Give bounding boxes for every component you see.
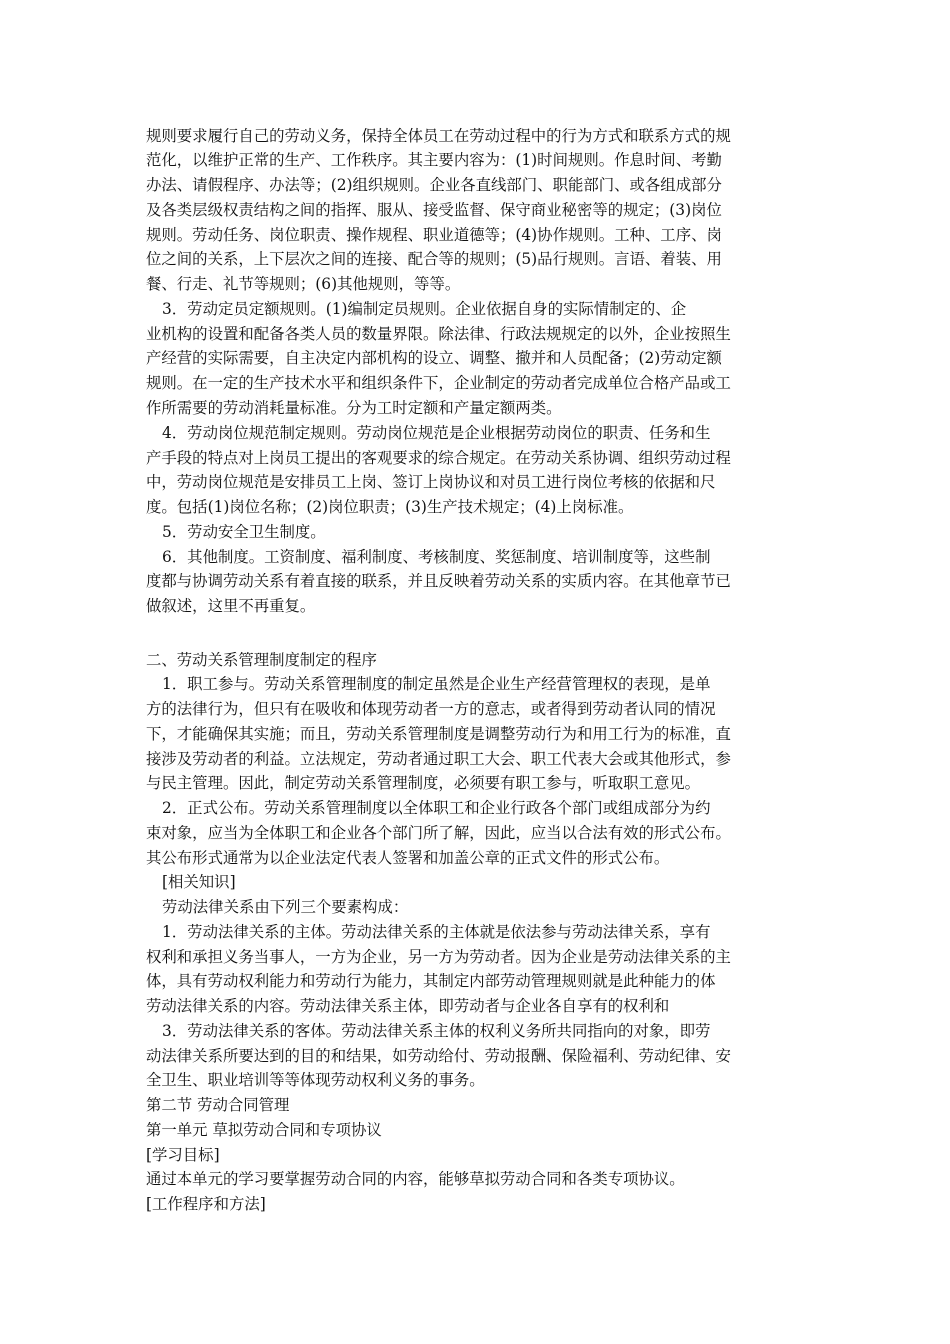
text-line: 做叙述，这里不再重复。	[146, 597, 316, 615]
text-line: 规则要求履行自己的劳动义务，保持全体员工在劳动过程中的行为方式和联系方式的规	[146, 127, 731, 145]
text-line: 3．劳动定员定额规则。(1)编制定员规则。企业依据自身的实际情制定的、企	[162, 300, 687, 318]
text-line: 体，具有劳动权利能力和劳动行为能力，其制定内部劳动管理规则就是此种能力的体	[146, 972, 716, 990]
text-line: 作所需要的劳动消耗量标准。分为工时定额和产量定额两类。	[146, 399, 562, 417]
text-line: 中，劳动岗位规范是安排员工上岗、签订上岗协议和对员工进行岗位考核的依据和尺	[146, 473, 716, 491]
section-label: [相关知识]	[162, 873, 236, 891]
text-line: 6．其他制度。工资制度、福利制度、考核制度、奖惩制度、培训制度等，这些制	[162, 548, 711, 566]
text-line: 2．正式公布。劳动关系管理制度以全体职工和企业行政各个部门或组成部分为约	[162, 799, 711, 817]
text-line: 产经营的实际需要，自主决定内部机构的设立、调整、撤并和人员配备；(2)劳动定额	[146, 349, 722, 367]
text-line: 劳动法律关系的内容。劳动法律关系主体，即劳动者与企业各自享有的权利和	[146, 997, 670, 1015]
text-line: 方的法律行为，但只有在吸收和体现劳动者一方的意志，或者得到劳动者认同的情况	[146, 700, 716, 718]
text-line: 产手段的特点对上岗员工提出的客观要求的综合规定。在劳动关系协调、组织劳动过程	[146, 449, 731, 467]
text-line: 其公布形式通常为以企业法定代表人签署和加盖公章的正式文件的形式公布。	[146, 849, 670, 867]
text-line: 业机构的设置和配备各类人员的数量界限。除法律、行政法规规定的以外，企业按照生	[146, 325, 731, 343]
text-line: 5．劳动安全卫生制度。	[162, 523, 326, 541]
text-line: 及各类层级权责结构之间的指挥、服从、接受监督、保守商业秘密等的规定；(3)岗位	[146, 201, 722, 219]
text-line: 1．劳动法律关系的主体。劳动法律关系的主体就是依法参与劳动法律关系，享有	[162, 923, 711, 941]
text-line: 度。包括(1)岗位名称；(2)岗位职责；(3)生产技术规定；(4)上岗标准。	[146, 498, 634, 516]
text-line: 规则。在一定的生产技术水平和组织条件下，企业制定的劳动者完成单位合格产品或工	[146, 374, 731, 392]
text-line: 下，才能确保其实施；而且，劳动关系管理制度是调整劳动行为和用工行为的标准，直	[146, 725, 731, 743]
text-line: 3．劳动法律关系的客体。劳动法律关系主体的权利义务所共同指向的对象，即劳	[162, 1022, 711, 1040]
section-heading: 第二节 劳动合同管理	[146, 1096, 290, 1114]
text-line: 劳动法律关系由下列三个要素构成：	[162, 898, 409, 916]
text-line: 4．劳动岗位规范制定规则。劳动岗位规范是企业根据劳动岗位的职责、任务和生	[162, 424, 711, 442]
section-heading: 二、劳动关系管理制度制定的程序	[146, 651, 377, 669]
text-line: 与民主管理。因此，制定劳动关系管理制度，必须要有职工参与，听取职工意见。	[146, 774, 701, 792]
text-line: 规则。劳动任务、岗位职责、操作规程、职业道德等；(4)协作规则。工种、工序、岗	[146, 226, 722, 244]
text-line: 动法律关系所要达到的目的和结果，如劳动给付、劳动报酬、保险福利、劳动纪律、安	[146, 1047, 731, 1065]
text-line: 通过本单元的学习要掌握劳动合同的内容，能够草拟劳动合同和各类专项协议。	[146, 1170, 685, 1188]
text-line: 办法、请假程序、办法等；(2)组织规则。企业各直线部门、职能部门、或各组成部分	[146, 176, 722, 194]
text-line: 接涉及劳动者的利益。立法规定，劳动者通过职工大会、职工代表大会或其他形式，参	[146, 750, 731, 768]
unit-heading: 第一单元 草拟劳动合同和专项协议	[146, 1121, 382, 1139]
text-line: 1．职工参与。劳动关系管理制度的制定虽然是企业生产经营管理权的表现，是单	[162, 675, 711, 693]
section-label: [工作程序和方法]	[146, 1195, 266, 1213]
text-line: 范化，以维护正常的生产、工作秩序。其主要内容为：(1)时间规则。作息时间、考勤	[146, 151, 722, 169]
text-line: 全卫生、职业培训等等体现劳动权利义务的事务。	[146, 1071, 485, 1089]
text-line: 度都与协调劳动关系有着直接的联系，并且反映着劳动关系的实质内容。在其他章节已	[146, 572, 731, 590]
text-line: 位之间的关系，上下层次之间的连接、配合等的规则；(5)品行规则。言语、着装、用	[146, 250, 722, 268]
text-line: 权利和承担义务当事人，一方为企业，另一方为劳动者。因为企业是劳动法律关系的主	[146, 948, 731, 966]
section-label: [学习目标]	[146, 1146, 220, 1164]
text-line: 餐、行走、礼节等规则；(6)其他规则，等等。	[146, 275, 461, 293]
text-line: 束对象，应当为全体职工和企业各个部门所了解，因此，应当以合法有效的形式公布。	[146, 824, 731, 842]
